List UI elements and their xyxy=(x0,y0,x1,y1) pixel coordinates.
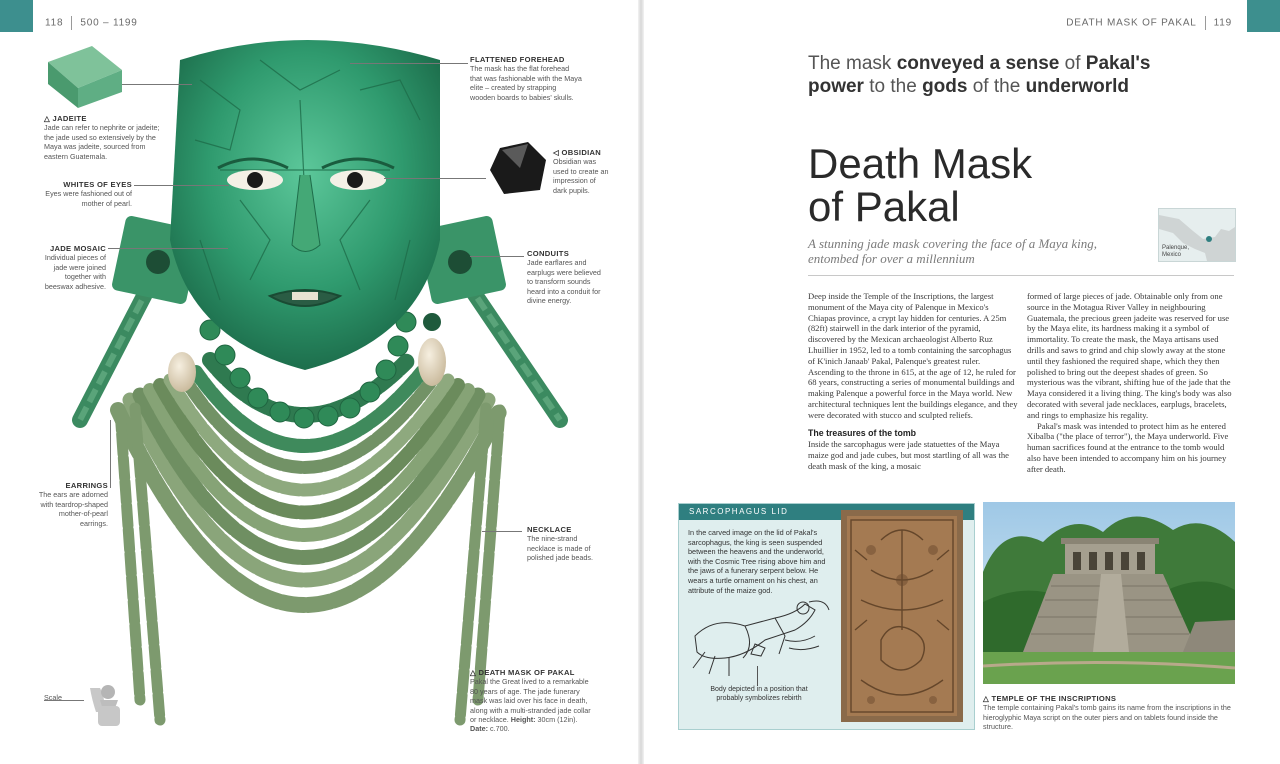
caption-conduits-text: Jade earflares and earplugs were believed to transform sounds heard into a conduit for divine energy. xyxy=(527,258,601,306)
quote-bold: gods xyxy=(922,76,968,97)
scale-label: Scale xyxy=(44,693,62,702)
left-running-title: 500 – 1199 xyxy=(80,17,138,29)
left-page-number: 118 xyxy=(45,17,64,29)
right-page-tab xyxy=(1247,0,1280,32)
caption-date-label: Date: xyxy=(470,724,488,734)
caption-temple xyxy=(983,694,1235,732)
right-running-head xyxy=(1066,16,1232,30)
caption-eyes-title: WHITES OF EYES xyxy=(63,180,132,189)
figure-leader xyxy=(757,666,758,686)
locator-map xyxy=(1158,208,1236,262)
caption-death-mask-text: Pakal the Great lived to a remarkable 80 years of age. The jade funerary mask was laid over his face in death, along with a multi-stranded jade collar or necklace. xyxy=(470,677,591,725)
right-page-number: 119 xyxy=(1213,17,1232,29)
caption-jadeite-title: △ JADEITE xyxy=(44,114,87,123)
caption-height-value: 30cm (12in). xyxy=(537,715,578,725)
quote-bold: conveyed a sense xyxy=(896,53,1060,74)
section-subhead: The treasures of the tomb xyxy=(808,427,917,438)
caption-obsidian-text: Obsidian was used to create an impression of dark pupils. xyxy=(553,157,609,195)
sarcophagus-figure-caption: Body depicted in a position that probably symbolizes rebirth xyxy=(710,686,808,702)
caption-death-mask xyxy=(470,668,592,734)
page-title xyxy=(808,142,1128,228)
caption-jadeite xyxy=(44,114,164,161)
quote-part: The mask xyxy=(808,53,897,74)
body-column-1 xyxy=(808,291,1018,472)
leader-earrings xyxy=(110,420,111,488)
caption-jade-mosaic xyxy=(44,244,106,291)
caption-height-label: Height: xyxy=(510,715,536,725)
caption-necklace-title: NECKLACE xyxy=(527,525,572,534)
caption-obsidian xyxy=(553,148,611,195)
sarcophagus-text: In the carved image on the lid of Pakal's sarcophagus, the king is seen suspended between the heavens and the underworld, with the Cosmic Tree rising above him and the jaws of a funerary serpent below. He wears a turtle ornament on his chest, an attribute of the maize god. xyxy=(688,528,826,595)
caption-date-value: c.700. xyxy=(489,724,510,734)
caption-mosaic-text: Individual pieces of jade were joined together with beeswax adhesive. xyxy=(44,253,106,291)
caption-whites-of-eyes xyxy=(44,180,132,208)
body-column-2 xyxy=(1027,291,1237,475)
leader-necklace xyxy=(482,531,522,532)
body-paragraph: formed of large pieces of jade. Obtainable only from one source in the Motagua River Valley in neighbouring Guatemala, the precious green jadeite was reserved for use by the Maya elite, its hardness making it a symbol of immortality. To create the mask, the Maya artisans used drills and saws to grind and chip slowly away at the stone until they fashioned the required shape, which they then polished to bring out the deepest shades of green. So mysterious was the vibrant, shifting hue of the jade that the Maya considered it a living thing. The king's body was also decorated with several jade necklaces, earplugs, bracelets, and rings to emphasize his regality. xyxy=(1027,291,1232,420)
quote-part: of the xyxy=(967,76,1026,97)
caption-conduits xyxy=(527,249,607,305)
map-label: Palenque, Mexico xyxy=(1162,245,1190,258)
leader-jadeite xyxy=(122,84,192,85)
body-paragraph: Inside the sarcophagus were jade statuettes of the Maya maize god and jade cubes, but most startling of all was the death mask of the king, a mosaic xyxy=(808,439,1009,471)
caption-death-mask-title: △ DEATH MASK OF PAKAL xyxy=(470,668,575,677)
leader-jade-mosaic xyxy=(108,248,228,249)
caption-forehead-text: The mask has the flat forehead that was fashionable with the Maya elite – created by strapping wooden boards to babies' skulls. xyxy=(470,64,582,102)
leader-obsidian xyxy=(384,178,486,179)
body-paragraph: Pakal's mask was intended to protect him as he entered Xibalba ("the place of terror"), the Maya underworld. Five human sacrifices found at the entrance to the tomb would also have been intended to accompany him on his journey after death. xyxy=(1027,420,1229,474)
page-subtitle: A stunning jade mask covering the face of a Maya king, entombed for over a millennium xyxy=(808,236,1097,266)
caption-eyes-text: Eyes were fashioned out of mother of pearl. xyxy=(45,189,132,208)
title-line-2: of Pakal xyxy=(808,183,960,230)
caption-necklace-text: The nine-strand necklace is made of polished jade beads. xyxy=(527,534,593,563)
caption-temple-text: The temple containing Pakal's tomb gains its name from the inscriptions in the hieroglyphic Maya script on the outer piers and on tablets found inside the structure. xyxy=(983,703,1231,732)
right-running-title: DEATH MASK OF PAKAL xyxy=(1066,17,1197,29)
jadeite-cube xyxy=(48,46,122,108)
caption-forehead-title: FLATTENED FOREHEAD xyxy=(470,55,565,64)
quote-bold: power xyxy=(808,76,864,97)
sarcophagus-line-drawing xyxy=(685,596,835,686)
quote-bold: Pakal's xyxy=(1085,53,1151,74)
caption-earrings xyxy=(36,481,108,528)
caption-temple-title: △ TEMPLE OF THE INSCRIPTIONS xyxy=(983,694,1117,703)
sarcophagus-panel xyxy=(678,503,975,730)
pull-quote xyxy=(808,52,1198,98)
caption-earrings-title: EARRINGS xyxy=(65,481,108,490)
quote-part: to the xyxy=(863,76,923,97)
quote-part: of xyxy=(1059,53,1086,74)
temple-photo xyxy=(983,502,1235,684)
sarcophagus-lid-photo xyxy=(841,510,963,722)
caption-jadeite-text: Jade can refer to nephrite or jadeite; the jade used so extensively by the Maya was jadeite, sourced from eastern Guatemala. xyxy=(44,123,160,161)
quote-bold: underworld xyxy=(1025,76,1130,97)
scale-figure xyxy=(90,685,120,726)
caption-mosaic-title: JADE MOSAIC xyxy=(49,244,106,253)
caption-necklace xyxy=(527,525,597,563)
body-paragraph: Deep inside the Temple of the Inscriptions, the largest monument of the Maya city of Palenque in Mexico's Chiapas province, a crypt lay hidden for centuries. A 25m (82ft) stairwell in the dark interior of the pyramid, discovered by the Mexican archaeologist Alberto Ruz Lhuillier in 1952, led to a tomb containing the sarcophagus of K'inich Janaab' Pakal, Palenque's greatest ruler. Ascending to the throne in 615, at the age of 12, he ruled for 68 years, constructing a series of monumental buildings and making Palenque a powerful force in the Maya world. New architectural techniques lent the buildings elegance, and they were decorated with stucco and sculpted reliefs. xyxy=(808,291,1018,420)
leader-whites-of-eyes xyxy=(134,185,229,186)
sarcophagus-heading: SARCOPHAGUS LID xyxy=(679,504,974,520)
caption-conduits-title: CONDUITS xyxy=(527,249,570,258)
book-spine xyxy=(638,0,644,764)
title-line-1: Death Mask xyxy=(808,140,1033,187)
title-rule xyxy=(808,275,1234,276)
leader-forehead xyxy=(350,63,468,64)
leader-conduits xyxy=(470,256,524,257)
caption-obsidian-title: ◁ OBSIDIAN xyxy=(553,148,602,157)
caption-flattened-forehead xyxy=(470,55,582,102)
caption-earrings-text: The ears are adorned with teardrop-shaped mother-of-pearl earrings. xyxy=(38,490,108,528)
